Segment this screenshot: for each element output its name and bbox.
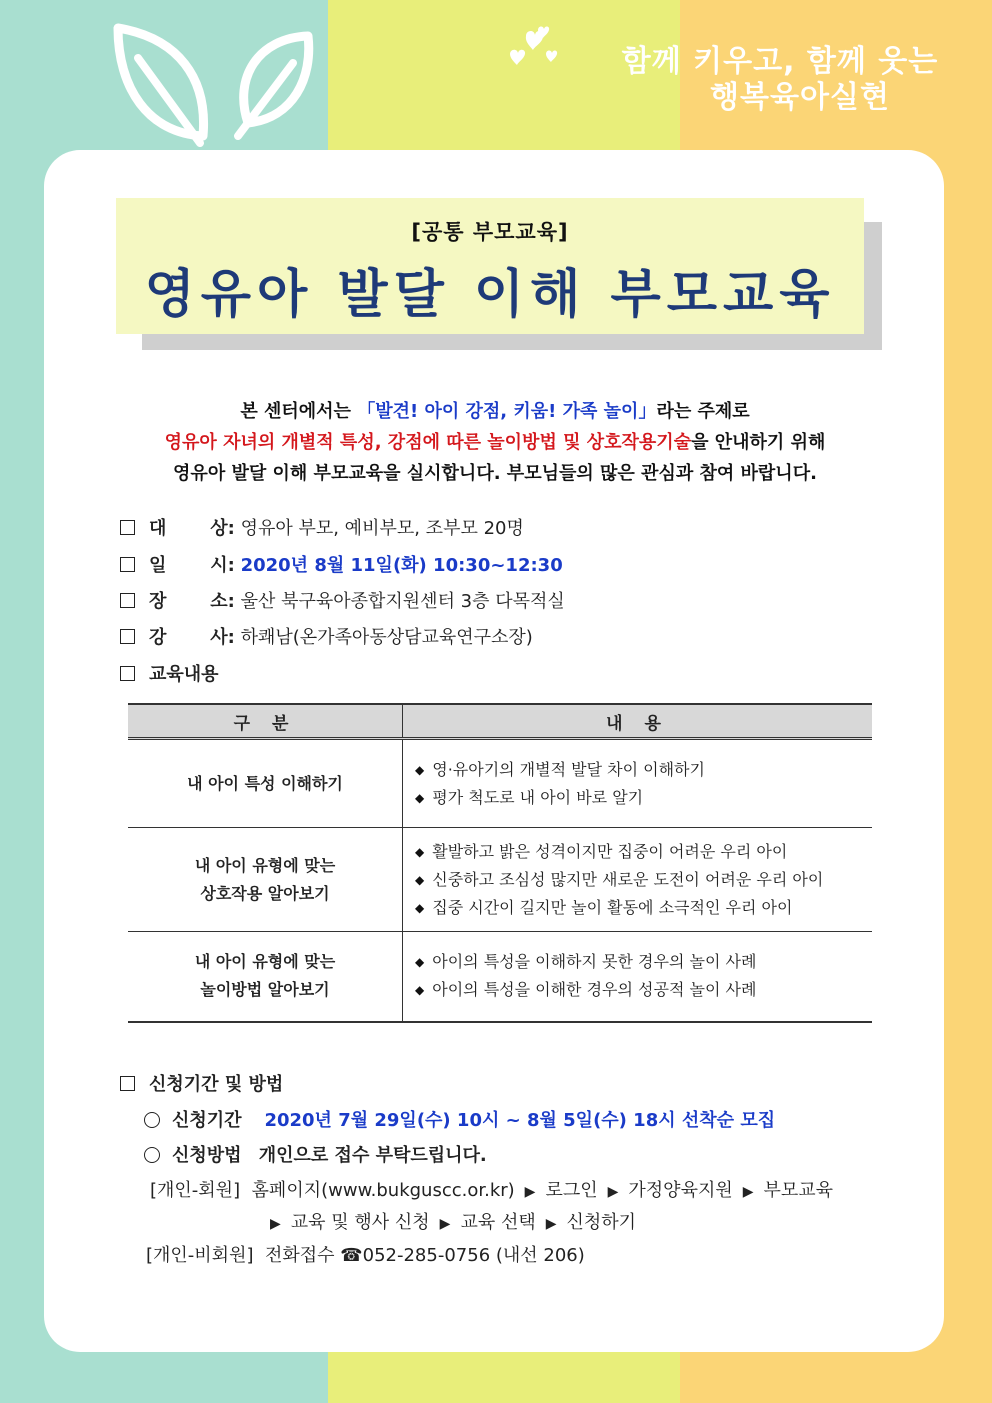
member-steps-cont bbox=[260, 1208, 636, 1234]
arrow-right-icon: ▶ bbox=[607, 1184, 619, 1200]
table-header-row bbox=[128, 704, 872, 739]
curriculum-table bbox=[128, 703, 872, 1023]
application-period bbox=[144, 1106, 775, 1132]
info-place bbox=[120, 590, 565, 614]
slogan bbox=[580, 44, 980, 116]
title-subheading: [공통 부모교육] bbox=[411, 220, 569, 244]
item-text: 아이의 특성을 이해한 경우의 성공적 놀이 사례 bbox=[432, 980, 757, 1000]
intro-line3: 영유아 발달 이해 부모교육을 실시합니다. 부모님들의 많은 관심과 참여 바랍니다. bbox=[173, 463, 817, 484]
nonmember-phone: 전화접수 ☎052-285-0756 (내선 206) bbox=[264, 1245, 585, 1266]
info-target bbox=[120, 517, 524, 541]
step-event-apply: 교육 및 행사 신청 bbox=[290, 1212, 430, 1233]
arrow-right-icon: ▶ bbox=[524, 1184, 536, 1200]
member-label: [개인-회원] bbox=[150, 1180, 241, 1201]
table-cell-items bbox=[403, 828, 873, 932]
circle-bullet-icon bbox=[144, 1112, 160, 1128]
table-row bbox=[128, 739, 872, 828]
list-item bbox=[415, 894, 871, 922]
info-lecturer bbox=[120, 626, 533, 650]
period-label: 신청기간 bbox=[172, 1110, 242, 1131]
category-line: 상호작용 알아보기 bbox=[200, 883, 330, 903]
checkbox-square-icon bbox=[120, 593, 135, 608]
step-apply: 신청하기 bbox=[566, 1212, 637, 1233]
step-login: 로그인 bbox=[545, 1180, 598, 1201]
category-line: 내 아이 특성 이해하기 bbox=[187, 773, 343, 793]
info-value: 영유아 부모, 예비부모, 조부모 20명 bbox=[240, 518, 524, 539]
title-box bbox=[116, 198, 864, 334]
diamond-bullet-icon: ◆ bbox=[415, 900, 425, 915]
arrow-right-icon: ▶ bbox=[545, 1216, 557, 1232]
period-value: 2020년 7월 29일(수) 10시 ~ 8월 5일(수) 18시 선착순 모집 bbox=[264, 1110, 776, 1131]
application-method bbox=[144, 1141, 487, 1167]
intro-text: 본 센터에서는 bbox=[240, 401, 358, 422]
diamond-bullet-icon: ◆ bbox=[415, 983, 425, 998]
table-cell-category bbox=[128, 828, 403, 932]
list-item bbox=[415, 784, 871, 812]
diamond-bullet-icon: ◆ bbox=[415, 844, 425, 859]
application-title: 신청기간 및 방법 bbox=[149, 1074, 284, 1095]
intro-paragraph bbox=[60, 396, 930, 489]
info-label: 강 사: bbox=[149, 627, 235, 648]
intro-theme: 「발견! 아이 강점, 키움! 가족 놀이」 bbox=[357, 401, 657, 422]
method-label: 신청방법 bbox=[172, 1145, 242, 1166]
step-select-education: 교육 선택 bbox=[460, 1212, 536, 1233]
table-row bbox=[128, 932, 872, 1022]
list-item bbox=[415, 866, 871, 894]
info-label: 일 시: bbox=[149, 555, 235, 576]
nonmember-label: [개인-비회원] bbox=[146, 1245, 254, 1266]
step-home-parenting: 가정양육지원 bbox=[628, 1180, 733, 1201]
info-value: 울산 북구육아종합지원센터 3층 다목적실 bbox=[240, 591, 565, 612]
circle-bullet-icon bbox=[144, 1147, 160, 1163]
application-heading bbox=[120, 1070, 283, 1096]
diamond-bullet-icon: ◆ bbox=[415, 955, 425, 970]
checkbox-square-icon bbox=[120, 520, 135, 535]
info-date bbox=[120, 554, 563, 578]
slogan-line1: 함께 키우고, 함께 웃는 bbox=[621, 44, 939, 79]
table-cell-items bbox=[403, 739, 873, 828]
info-label: 대 상: bbox=[149, 518, 235, 539]
item-text: 영·유아기의 개별적 발달 차이 이해하기 bbox=[432, 759, 705, 779]
info-value: 하쾌남(온가족아동상담교육연구소장) bbox=[240, 627, 533, 648]
info-content bbox=[120, 663, 219, 687]
item-text: 집중 시간이 길지만 놀이 활동에 소극적인 우리 아이 bbox=[432, 897, 793, 917]
info-value: 2020년 8월 11일(화) 10:30~12:30 bbox=[240, 555, 563, 576]
arrow-right-icon: ▶ bbox=[439, 1216, 451, 1232]
member-steps bbox=[150, 1176, 833, 1202]
intro-text: 라는 주제로 bbox=[656, 401, 750, 422]
list-item bbox=[415, 838, 871, 866]
nonmember-steps bbox=[146, 1241, 585, 1267]
slogan-line2: 행복육아실현 bbox=[710, 80, 890, 115]
checkbox-square-icon bbox=[120, 666, 135, 681]
page-title: 영유아 발달 이해 부모교육 bbox=[144, 265, 836, 325]
arrow-right-icon: ▶ bbox=[270, 1216, 281, 1232]
list-item bbox=[415, 948, 871, 976]
item-text: 활발하고 밝은 성격이지만 집중이 어려운 우리 아이 bbox=[432, 841, 788, 861]
checkbox-square-icon bbox=[120, 1076, 135, 1091]
category-line: 내 아이 유형에 맞는 bbox=[194, 855, 336, 875]
table-cell-category bbox=[128, 739, 403, 828]
method-value: 개인으로 접수 부탁드립니다. bbox=[258, 1145, 487, 1166]
diamond-bullet-icon: ◆ bbox=[415, 762, 425, 777]
intro-line1 bbox=[60, 396, 930, 427]
table-cell-category bbox=[128, 932, 403, 1022]
list-item bbox=[415, 976, 871, 1004]
category-line: 내 아이 유형에 맞는 bbox=[194, 952, 336, 972]
item-text: 평가 척도로 내 아이 바로 알기 bbox=[432, 787, 644, 807]
step-homepage: 홈페이지(www.bukguscc.or.kr) bbox=[251, 1180, 515, 1201]
checkbox-square-icon bbox=[120, 557, 135, 572]
diamond-bullet-icon: ◆ bbox=[415, 872, 425, 887]
table-row bbox=[128, 828, 872, 932]
table-header-category: 구 분 bbox=[128, 704, 403, 739]
item-text: 아이의 특성을 이해하지 못한 경우의 놀이 사례 bbox=[432, 952, 757, 972]
list-item bbox=[415, 756, 871, 784]
intro-text: 을 안내하기 위해 bbox=[691, 432, 826, 453]
hearts-icon bbox=[508, 24, 568, 74]
intro-highlight: 영유아 자녀의 개별적 특성, 강점에 따른 놀이방법 및 상호작용기술 bbox=[164, 432, 692, 453]
leaves-icon bbox=[108, 18, 318, 158]
table-header-content: 내 용 bbox=[403, 704, 873, 739]
diamond-bullet-icon: ◆ bbox=[415, 790, 425, 805]
table-cell-items bbox=[403, 932, 873, 1022]
info-label: 장 소: bbox=[149, 591, 235, 612]
category-line: 놀이방법 알아보기 bbox=[200, 980, 330, 1000]
checkbox-square-icon bbox=[120, 629, 135, 644]
step-parent-education: 부모교육 bbox=[763, 1180, 834, 1201]
info-label: 교육내용 bbox=[149, 664, 219, 685]
item-text: 신중하고 조심성 많지만 새로운 도전이 어려운 우리 아이 bbox=[432, 869, 824, 889]
arrow-right-icon: ▶ bbox=[742, 1184, 754, 1200]
intro-line2 bbox=[60, 427, 930, 458]
